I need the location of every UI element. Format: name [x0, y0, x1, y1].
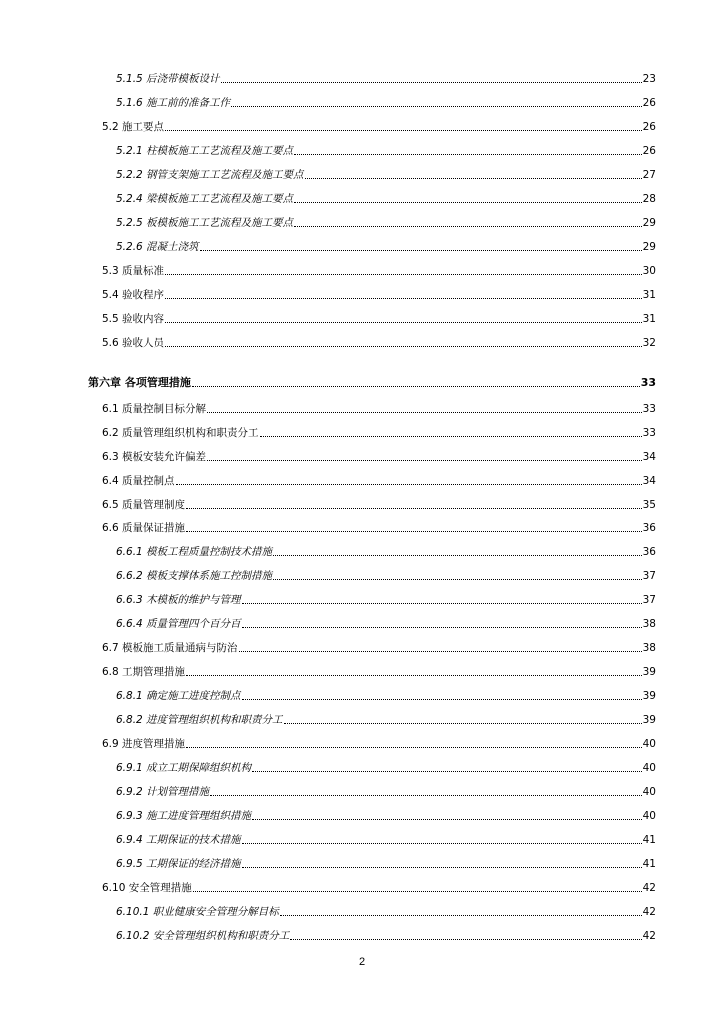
toc-entry-page: 41 [642, 858, 656, 870]
toc-entry-title: 5.6 验收人员 [102, 337, 165, 349]
toc-entry-title: 5.2.1 柱模板施工工艺流程及施工要点 [116, 145, 294, 157]
toc-entry-page: 40 [642, 738, 656, 750]
toc-dot-leader [165, 129, 642, 131]
toc-entry[interactable] [102, 118, 656, 134]
toc-entry[interactable] [102, 310, 656, 326]
toc-entry[interactable] [102, 879, 656, 895]
toc-entry-title: 6.10 安全管理措施 [102, 882, 192, 894]
toc-entry-title: 6.6.2 模板支撑体系施工控制措施 [116, 570, 273, 582]
toc-entry-title: 5.1.6 施工前的准备工作 [116, 97, 231, 109]
toc-entry[interactable] [116, 166, 656, 182]
toc-entry-title: 6.8.1 确定施工进度控制点 [116, 690, 241, 702]
toc-dot-leader [242, 626, 642, 628]
toc-dot-leader [280, 914, 642, 916]
toc-entry[interactable] [116, 807, 656, 823]
toc-chapter-entry[interactable] [88, 374, 656, 390]
toc-entry-page: 23 [642, 73, 656, 85]
toc-entry-title: 6.10.1 职业健康安全管理分解目标 [116, 906, 279, 918]
toc-entry-page: 33 [642, 403, 656, 415]
toc-entry-page: 42 [642, 882, 656, 894]
toc-entry-page: 31 [642, 289, 656, 301]
toc-entry-page: 34 [642, 475, 656, 487]
toc-entry-page: 42 [642, 906, 656, 918]
toc-entry[interactable] [116, 214, 656, 230]
toc-dot-leader [207, 411, 642, 413]
toc-dot-leader [165, 321, 642, 323]
toc-entry-page: 26 [642, 121, 656, 133]
toc-dot-leader [221, 81, 642, 83]
toc-dot-leader [260, 435, 642, 437]
toc-entry-page: 40 [642, 762, 656, 774]
toc-entry-title: 6.9.4 工期保证的技术措施 [116, 834, 241, 846]
toc-entry-title: 5.2.6 混凝土浇筑 [116, 241, 199, 253]
toc-entry-title: 6.4 质量控制点 [102, 475, 175, 487]
toc-entry-page: 33 [640, 376, 656, 389]
toc-entry-title: 5.1.5 后浇带模板设计 [116, 73, 220, 85]
toc-entry-page: 36 [642, 546, 656, 558]
toc-dot-leader [239, 650, 642, 652]
toc-entry-title: 6.9.1 成立工期保障组织机构 [116, 762, 252, 774]
toc-dot-leader [165, 345, 642, 347]
toc-entry[interactable] [102, 334, 656, 350]
toc-entry[interactable] [116, 903, 656, 919]
toc-entry[interactable] [116, 855, 656, 871]
page-number: 2 [358, 956, 366, 968]
toc-dot-leader [231, 105, 642, 107]
toc-dot-leader [186, 530, 642, 532]
toc-dot-leader [290, 938, 641, 940]
toc-entry-page: 34 [642, 451, 656, 463]
toc-dot-leader [176, 483, 642, 485]
toc-entry[interactable] [102, 262, 656, 278]
toc-entry-title: 6.9.2 计划管理措施 [116, 786, 210, 798]
toc-entry-page: 36 [642, 522, 656, 534]
toc-entry-page: 28 [642, 193, 656, 205]
toc-dot-leader [165, 273, 642, 275]
toc-dot-leader [294, 225, 642, 227]
toc-entry-title: 6.9.5 工期保证的经济措施 [116, 858, 241, 870]
toc-entry-page: 26 [642, 145, 656, 157]
toc-entry-page: 37 [642, 570, 656, 582]
toc-dot-leader [242, 842, 642, 844]
toc-entry-title: 6.1 质量控制目标分解 [102, 403, 207, 415]
toc-entry[interactable] [116, 70, 656, 86]
toc-entry-title: 5.2.2 钢管支架施工工艺流程及施工要点 [116, 169, 304, 181]
toc-entry-title: 第六章 各项管理措施 [88, 376, 191, 389]
toc-dot-leader [252, 770, 642, 772]
toc-entry-title: 6.8 工期管理措施 [102, 666, 186, 678]
toc-entry-page: 35 [642, 499, 656, 511]
toc-entry-title: 6.6.3 木模板的维护与管理 [116, 594, 241, 606]
toc-entry-title: 6.5 质量管理制度 [102, 499, 186, 511]
toc-entry-title: 6.6.1 模板工程质量控制技术措施 [116, 546, 273, 558]
toc-entry[interactable] [102, 400, 656, 416]
toc-dot-leader [186, 507, 642, 509]
toc-entry-page: 40 [642, 810, 656, 822]
toc-entry-page: 40 [642, 786, 656, 798]
toc-entry[interactable] [116, 759, 656, 775]
toc-entry[interactable] [116, 615, 656, 631]
toc-dot-leader [207, 459, 642, 461]
toc-entry-title: 6.3 模板安装允许偏差 [102, 451, 207, 463]
toc-entry-page: 29 [642, 217, 656, 229]
toc-entry[interactable] [102, 424, 656, 440]
toc-entry-title: 6.9.3 施工进度管理组织措施 [116, 810, 252, 822]
toc-entry[interactable] [116, 142, 656, 158]
toc-entry-title: 6.2 质量管理组织机构和职责分工 [102, 427, 259, 439]
toc-entry-page: 37 [642, 594, 656, 606]
toc-dot-leader [186, 746, 642, 748]
toc-entry-title: 5.2 施工要点 [102, 121, 165, 133]
toc-dot-leader [284, 722, 642, 724]
toc-entry[interactable] [116, 543, 656, 559]
toc-entry[interactable] [102, 448, 656, 464]
toc-dot-leader [305, 177, 642, 179]
toc-entry[interactable] [102, 519, 656, 535]
toc-entry-page: 29 [642, 241, 656, 253]
toc-entry[interactable] [102, 735, 656, 751]
toc-entry[interactable] [116, 238, 656, 254]
toc-entry[interactable] [116, 831, 656, 847]
toc-entry-page: 30 [642, 265, 656, 277]
toc-entry-page: 33 [642, 427, 656, 439]
toc-dot-leader [294, 153, 642, 155]
toc-dot-leader [273, 578, 642, 580]
toc-dot-leader [186, 674, 642, 676]
toc-entry-title: 6.6.4 质量管理四个百分百 [116, 618, 241, 630]
toc-dot-leader [193, 890, 642, 892]
toc-dot-leader [273, 554, 642, 556]
toc-entry[interactable] [102, 639, 656, 655]
toc-entry-page: 39 [642, 666, 656, 678]
toc-entry-page: 41 [642, 834, 656, 846]
toc-entry[interactable] [116, 927, 656, 943]
toc-entry[interactable] [116, 190, 656, 206]
toc-entry[interactable] [102, 663, 656, 679]
toc-dot-leader [242, 698, 642, 700]
toc-entry-page: 39 [642, 714, 656, 726]
toc-dot-leader [200, 249, 642, 251]
toc-entry[interactable] [116, 711, 656, 727]
toc-entry-page: 32 [642, 337, 656, 349]
toc-entry[interactable] [116, 94, 656, 110]
toc-dot-leader [192, 385, 640, 387]
toc-entry-title: 6.8.2 进度管理组织机构和职责分工 [116, 714, 283, 726]
toc-entry[interactable] [102, 496, 656, 512]
toc-entry[interactable] [116, 591, 656, 607]
toc-entry-title: 5.4 验收程序 [102, 289, 165, 301]
toc-entry-page: 39 [642, 690, 656, 702]
toc-entry-title: 5.2.5 板模板施工工艺流程及施工要点 [116, 217, 294, 229]
toc-dot-leader [242, 602, 642, 604]
toc-entry[interactable] [116, 687, 656, 703]
toc-entry-title: 5.5 验收内容 [102, 313, 165, 325]
toc-entry-title: 5.2.4 梁模板施工工艺流程及施工要点 [116, 193, 294, 205]
toc-entry-title: 5.3 质量标准 [102, 265, 165, 277]
toc-entry-page: 38 [642, 618, 656, 630]
toc-dot-leader [242, 866, 642, 868]
toc-entry-page: 31 [642, 313, 656, 325]
toc-entry[interactable] [102, 472, 656, 488]
toc-entry-title: 6.7 模板施工质量通病与防治 [102, 642, 238, 654]
toc-entry-title: 6.6 质量保证措施 [102, 522, 186, 534]
toc-entry[interactable] [116, 783, 656, 799]
toc-entry-page: 26 [642, 97, 656, 109]
toc-entry-title: 6.9 进度管理措施 [102, 738, 186, 750]
toc-dot-leader [252, 818, 642, 820]
toc-dot-leader [210, 794, 642, 796]
toc-entry-page: 42 [642, 930, 656, 942]
toc-entry-title: 6.10.2 安全管理组织机构和职责分工 [116, 930, 290, 942]
toc-dot-leader [165, 297, 642, 299]
toc-entry[interactable] [102, 286, 656, 302]
toc-entry-page: 27 [642, 169, 656, 181]
toc-dot-leader [294, 201, 642, 203]
toc-entry[interactable] [116, 567, 656, 583]
toc-entry-page: 38 [642, 642, 656, 654]
